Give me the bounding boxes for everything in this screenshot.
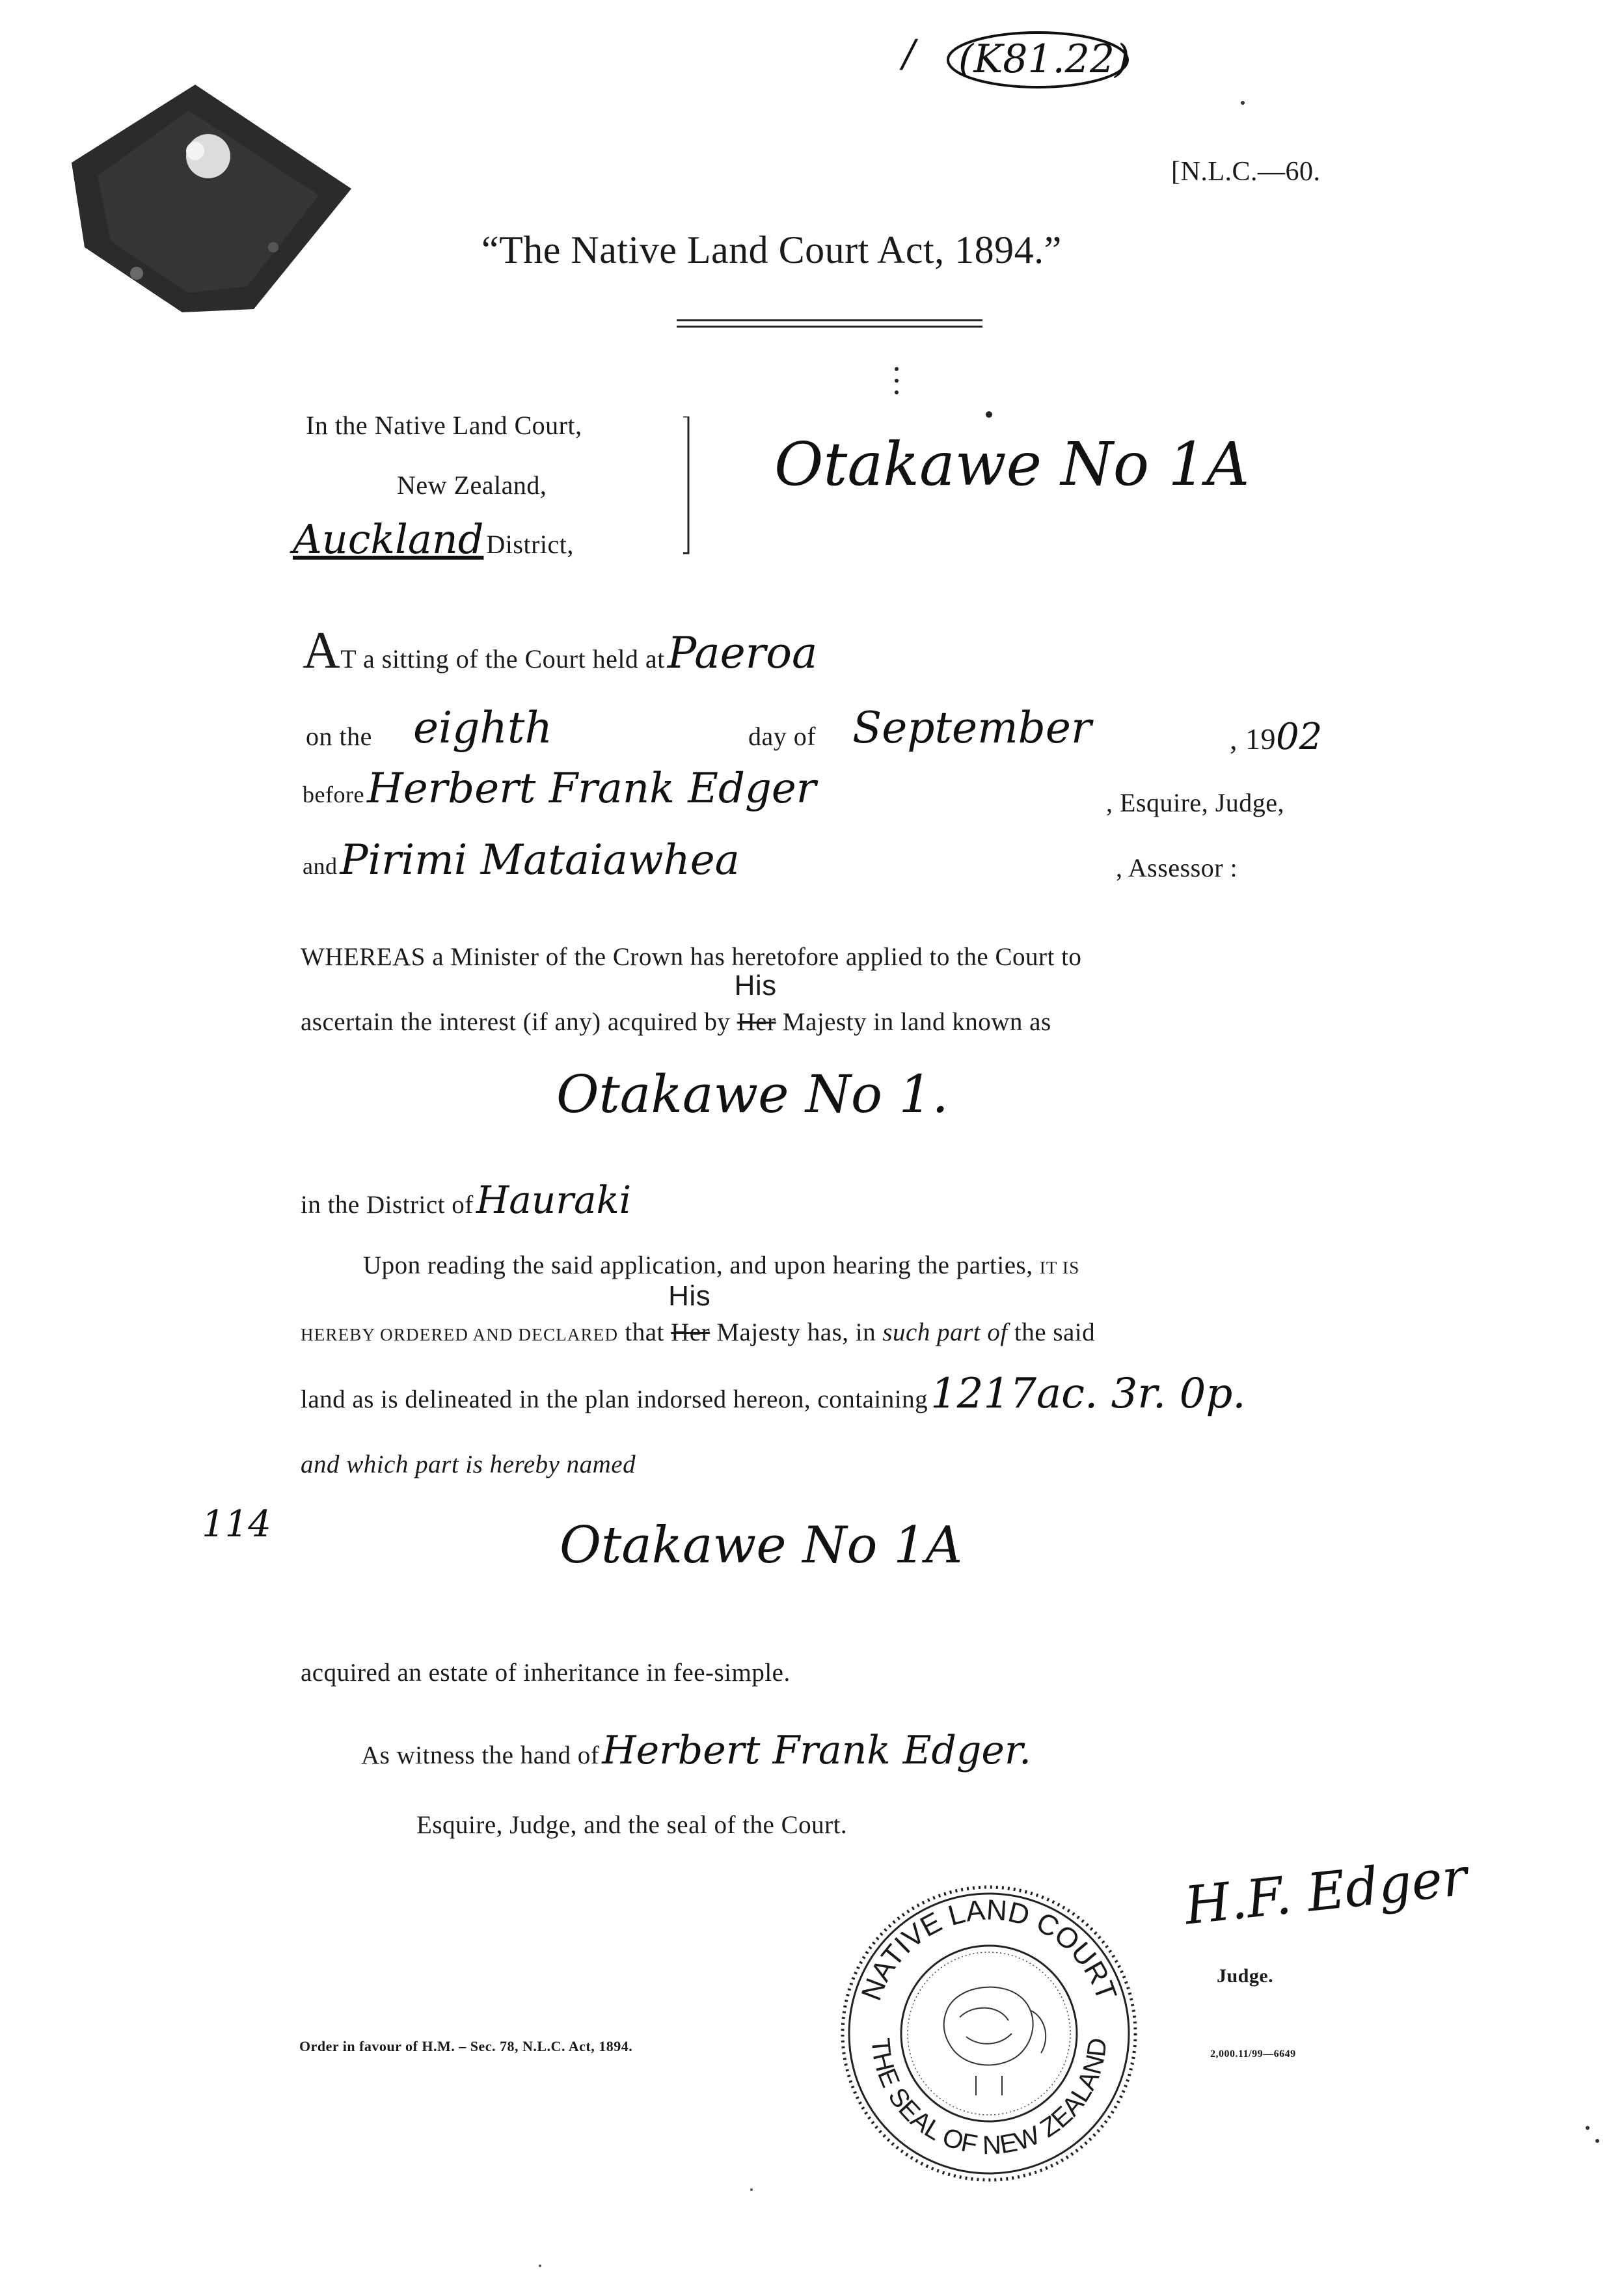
file-reference-tick: /: [902, 31, 915, 75]
and-label: and: [303, 853, 338, 879]
sitting-place: Paeroa: [667, 628, 818, 678]
district-name: Hauraki: [476, 1178, 632, 1222]
block-name-heading: Otakawe No 1A: [774, 429, 1250, 499]
named-block: Otakawe No 1A: [560, 1516, 963, 1575]
year-hand: 02: [1276, 716, 1323, 758]
area-handwritten: 1217ac. 3r. 0p.: [930, 1370, 1246, 1418]
footer-order-line: Order in favour of H.M. – Sec. 78, N.L.C. Act, 1894.: [299, 2038, 633, 2054]
hereby-ordered: HEREBY ORDERED AND DECLARED: [301, 1325, 619, 1344]
it-is-text: IT IS: [1039, 1258, 1080, 1277]
sitting-intro: T a sitting of the Court held at: [340, 644, 665, 674]
file-reference-text: (K81.22): [958, 36, 1130, 82]
witness-name: Herbert Frank Edger.: [602, 1728, 1032, 1773]
judge-label: Judge.: [1217, 1965, 1274, 1987]
his-correction: His: [734, 970, 777, 1001]
court-line-1: In the Native Land Court,: [306, 411, 582, 440]
form-code: [N.L.C.—60.: [1171, 157, 1321, 187]
drop-cap: A: [303, 622, 341, 679]
upon-reading-text: Upon reading the said application, and upon hearing the parties,: [363, 1251, 1033, 1279]
acquired-line: acquired an estate of inheritance in fee-simple.: [301, 1659, 791, 1687]
year-prefix: , 19: [1230, 722, 1276, 755]
ascertain-end: Majesty in land known as: [782, 1008, 1051, 1036]
and-which-line: and which part is hereby named: [301, 1450, 636, 1478]
land-known-as: Otakawe No 1.: [556, 1064, 949, 1124]
act-title: “The Native Land Court Act, 1894.”: [481, 228, 1062, 271]
before-label: before: [303, 782, 364, 808]
seal-top-text: NATIVE LAND COURT: [855, 1894, 1123, 2005]
whereas-line: WHEREAS a Minister of the Crown has heretofore applied to the Court to: [301, 943, 1082, 971]
judge-suffix: , Esquire, Judge,: [1106, 788, 1285, 817]
sitting-month: September: [852, 703, 1092, 753]
judge-name: Herbert Frank Edger: [366, 765, 817, 813]
that-word: that: [625, 1318, 664, 1346]
struck-word-2: Her: [671, 1318, 710, 1346]
assessor-suffix: , Assessor :: [1116, 853, 1238, 882]
esquire-line: Esquire, Judge, and the seal of the Court.: [416, 1811, 848, 1839]
district-suffix: District,: [486, 530, 574, 559]
day-of-label: day of: [748, 722, 817, 751]
majesty-has: Majesty has, in: [716, 1318, 876, 1346]
footer-print-code: 2,000.11/99—6649: [1210, 2048, 1296, 2060]
sitting-day: eighth: [413, 703, 552, 753]
court-line-2: New Zealand,: [397, 470, 547, 500]
delineated-text: land as is delineated in the plan indorsed hereon, containing: [301, 1385, 928, 1413]
seal-bottom-text: THE SEAL OF NEW ZEALAND: [865, 2036, 1113, 2160]
margin-note: 114: [202, 1503, 271, 1545]
assessor-name: Pirimi Mataiawhea: [340, 836, 740, 884]
witness-prefix: As witness the hand of: [361, 1741, 600, 1769]
the-said: the said: [1014, 1318, 1096, 1346]
district-handwritten: Auckland: [293, 515, 484, 563]
his-correction-2: His: [668, 1280, 711, 1312]
ascertain-start: ascertain the interest (if any) acquired by: [301, 1008, 731, 1036]
on-the-label: on the: [306, 722, 372, 751]
judge-signature: H.F. Edger: [1182, 1846, 1470, 1937]
such-part: such part of: [882, 1318, 1008, 1346]
struck-word: Her: [737, 1008, 776, 1036]
district-prefix: in the District of: [301, 1191, 474, 1219]
